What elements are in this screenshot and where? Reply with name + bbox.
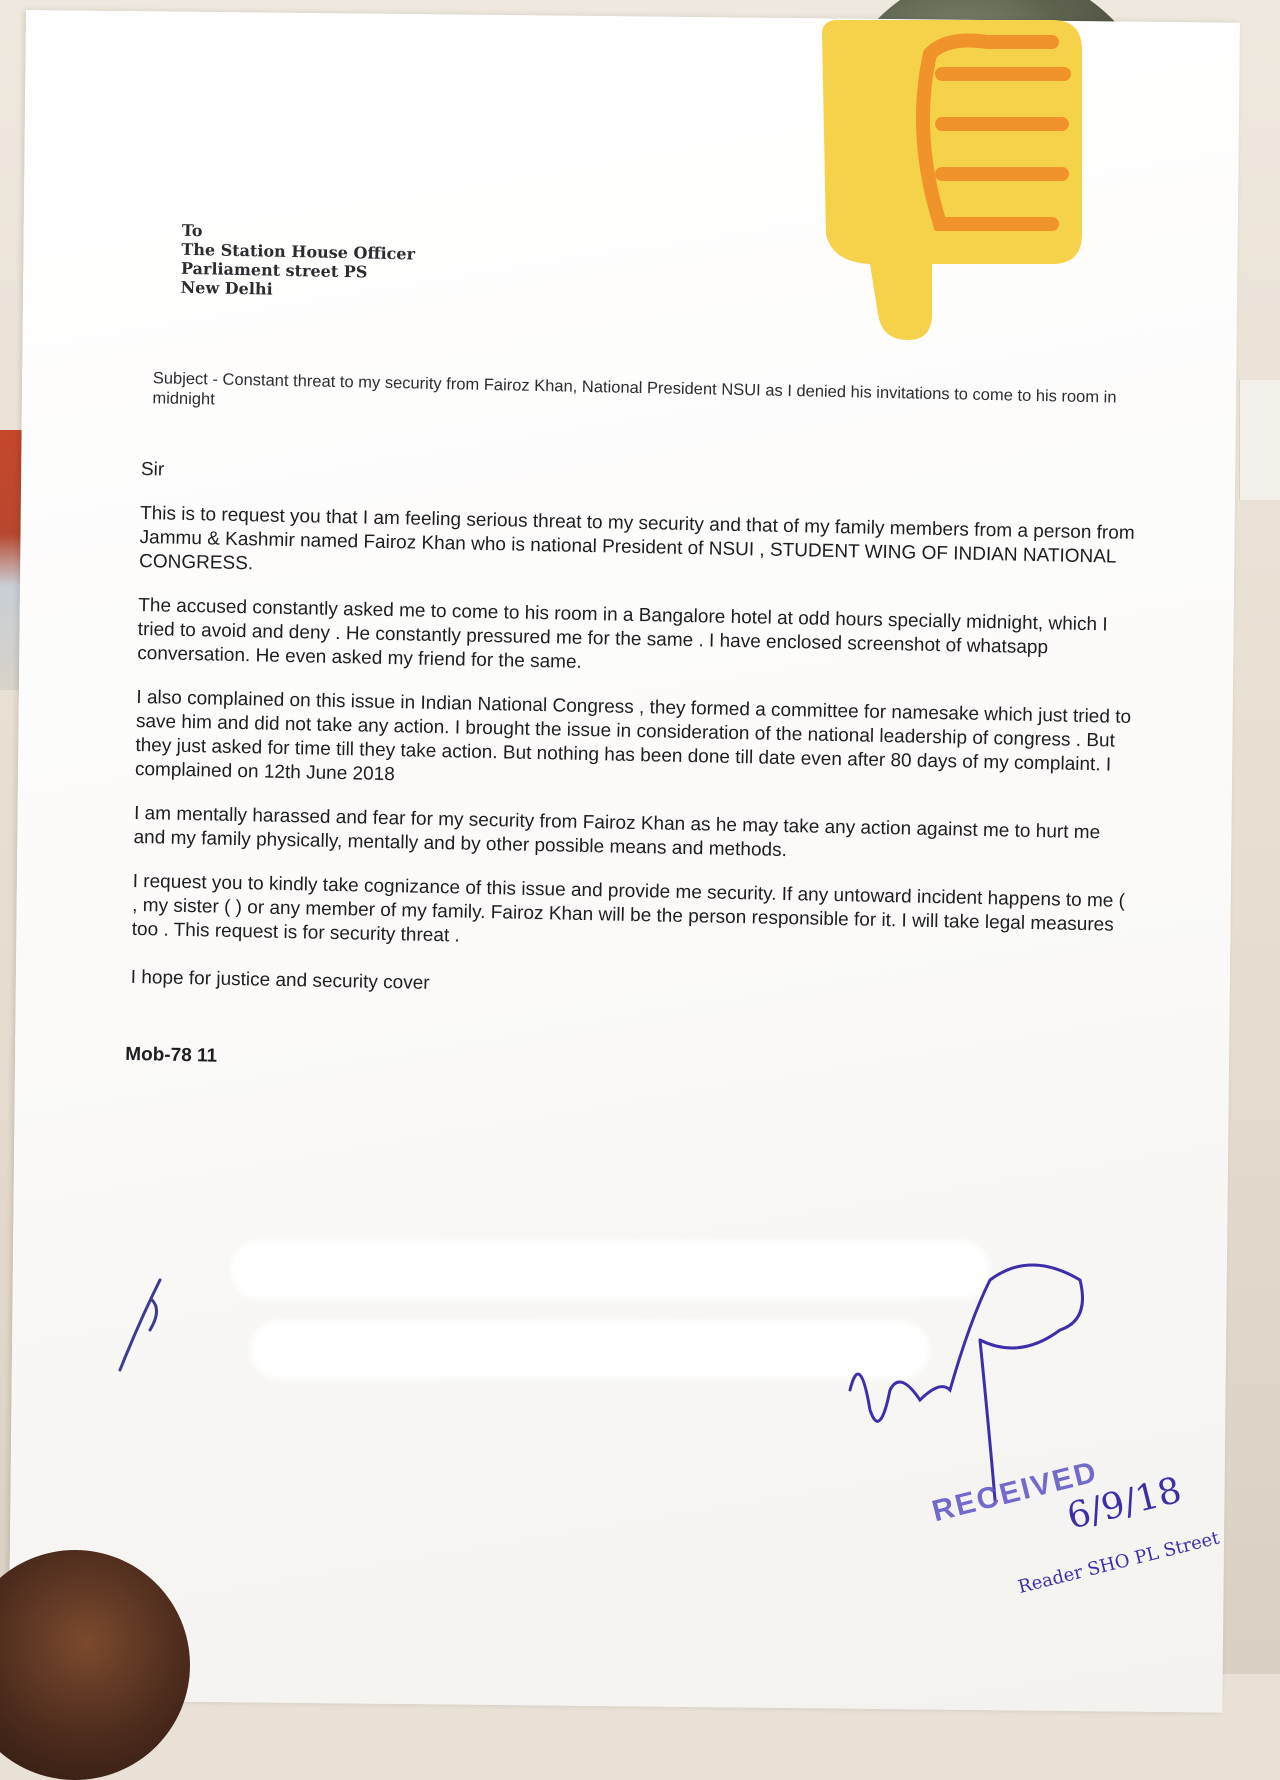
stamp-note: Reader SHO PL Street [1016, 1527, 1222, 1598]
paragraph: I request you to kindly take cognizance of this issue and provide me security. If any untoward incident happens to me ( , my sister ( ) or any member of my family. Fairoz Khan will be the person responsible for it. I will take legal measures too . This request is for security threat . [131, 870, 1126, 947]
stamp-date: 6/9/18 [1063, 1469, 1186, 1538]
address-line: The Station House Officer [181, 239, 416, 264]
thumbs-down-emoji-icon [812, 14, 1092, 344]
paragraph: This is to request you that I am feeling serious threat to my security and that of my family members from a person from Jammu & Kashmir named Fairoz Khan who is national President of NSUI , STUDENT WING OF INDIAN NATIONAL CONGRESS. [138, 503, 1135, 575]
paragraph: I am mentally harassed and fear for my security from Fairoz Khan as he may take any action against me to hurt me and my family physically, mentally and by other possible means and methods. [133, 802, 1101, 862]
address-line: New Delhi [180, 277, 273, 299]
salutation: Sir [140, 459, 165, 481]
closing-line: I hope for justice and security cover [130, 966, 430, 994]
paper-edge-right [1239, 380, 1280, 500]
paragraph: I also complained on this issue in Indian National Congress , they formed a committee for namesake which just tried to save him and did not take any action. I brought the issue in consideration of the national leadership of congress . But they just asked for time till they take action. But nothing has been done till date even after 80 days of my complaint. I complained on 12th June 2018 [134, 686, 1132, 786]
paragraph: The accused constantly asked me to come to his room in a Bangalore hotel at odd hours specially midnight, which I tried to avoid and deny . He constantly pressured me for the same . I have enclosed screenshot of whatsapp conversation. He even asked my friend for the same. [137, 595, 1108, 673]
letter-body [125, 220, 1142, 1086]
signature-icon [850, 1265, 1083, 1500]
received-stamp [820, 1240, 1222, 1660]
subject-line: Subject - Constant threat to my security from Fairoz Khan, National President NSUI as I denied his invitations to come to his room in midnight [152, 369, 1117, 409]
address-line: Parliament street PS [180, 258, 368, 282]
stamp-text: RECEIVED [928, 1455, 1102, 1529]
address-line: To [181, 220, 203, 241]
handwritten-mark-icon [100, 1270, 180, 1380]
mobile-number: Mob-78 11 [125, 1043, 218, 1067]
